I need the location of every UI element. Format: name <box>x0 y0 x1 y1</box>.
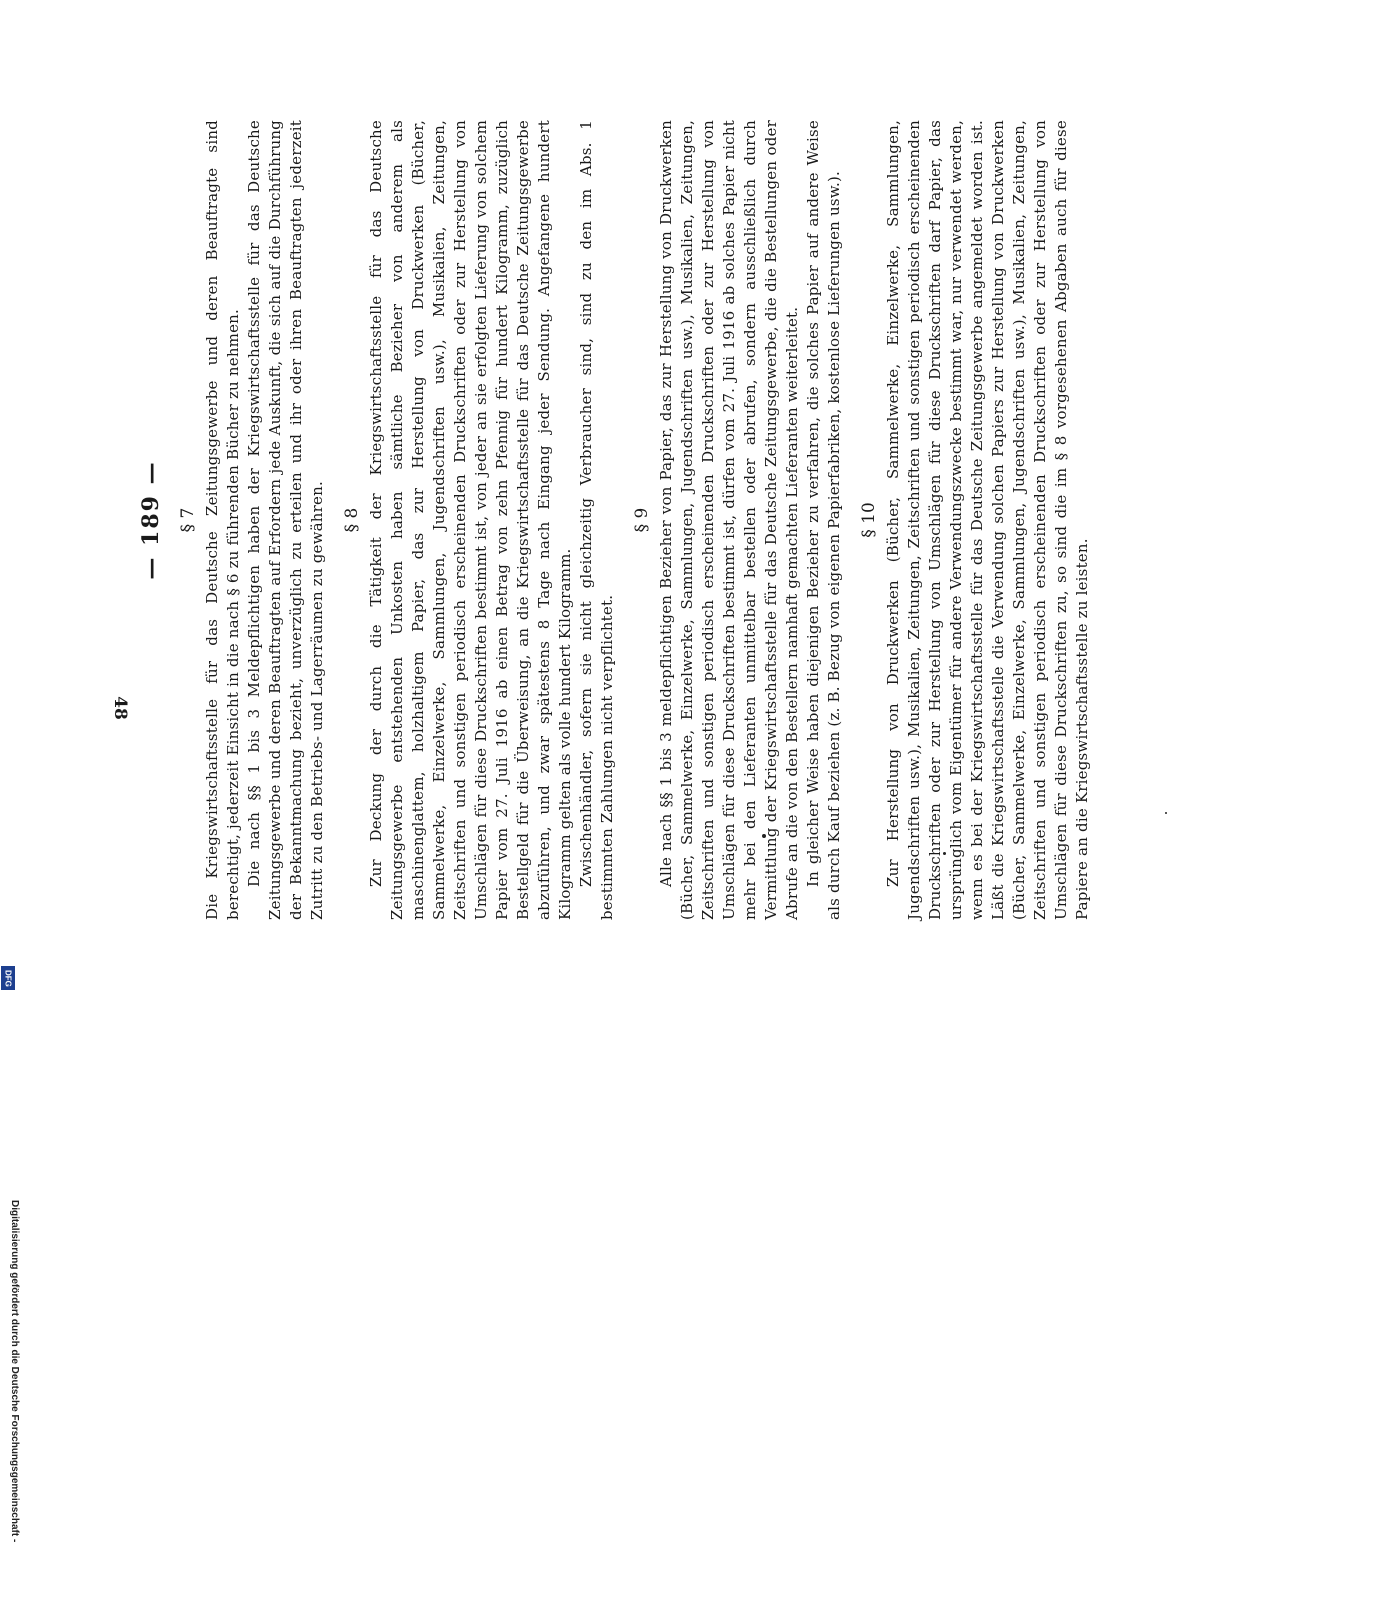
digitization-note: Digitalisierung gefördert durch die Deutsche Forschungsgemeinschaft - <box>9 1200 20 1543</box>
page-number: — 189 — <box>138 460 164 580</box>
paragraph: Alle nach §§ 1 bis 3 meldepflichtigen Bezieher von Papier, das zur Herstellung von Druckwerken (Bücher, Sammelwerke, Einzelwerke, Sammlungen, Jugendschriften usw.), Musikalien, Zeitungen, Zeitschriften und sonstigen periodisch erscheinenden Druckschriften oder zur Herstellung von Umschlägen für diese Druckschriften bestimmt ist, dürfen vom 27. Juli 1916 ab solches Papier nicht mehr bei den Lieferanten unmittelbar bestellen oder abrufen, sondern ausschließlich durch Vermittlung der Kriegswirtschaftsstelle für das Deutsche Zeitungsgewerbe, die die Bestellungen oder Abrufe an die von den Bestellern namhaft gemachten Lieferanten weiterleitet. <box>657 120 801 920</box>
section-8 <box>342 120 618 920</box>
section-heading: § 7 <box>178 507 198 533</box>
page-content <box>130 120 1220 920</box>
folio-number: 48 <box>109 696 130 720</box>
paragraph: Zur Deckung der durch die Tätigkeit der Kriegswirtschaftsstelle für das Deutsche Zeitungsgewerbe entstehenden Unkosten haben sämtliche Bezieher von anderem als maschinenglattem, holzhaltigem Papier, das zur Herstellung von Druckwerken (Bücher, Sammelwerke, Einzelwerke, Sammlungen, Jugendschriften usw.), Musikalien, Zeitungen, Zeitschriften und sonstigen periodisch erscheinenden Druckschriften oder zur Herstellung von Umschlägen für diese Druckschriften bestimmt ist, von jeder an sie erfolgten Lieferung von solchem Papier vom 27. Juli 1916 ab einen Betrag von zehn Pfennig für hundert Kilogramm, zuzüglich Bestellgeld für die Überweisung, an die Kriegswirtschaftsstelle für das Deutsche Zeitungsgewerbe abzuführen, und zwar spätestens 8 Tage nach Eingang jeder Sendung. Angefangene hundert Kilogramm gelten als volle hundert Kilogramm. <box>367 120 574 920</box>
paragraph: Zwischenhändler, sofern sie nicht gleichzeitig Verbraucher sind, sind zu den im Abs. 1 bestimmten Zahlungen nicht verpflichtet. <box>577 120 616 920</box>
section-heading: § 8 <box>342 507 362 533</box>
paragraph: Die Kriegswirtschaftsstelle für das Deutsche Zeitungsgewerbe und deren Beauftragte sind berechtigt, jederzeit Einsicht in die nach § 6 zu führenden Bücher zu nehmen. <box>203 120 242 920</box>
paragraph: In gleicher Weise haben diejenigen Bezieher zu verfahren, die solches Papier auf andere Weise als durch Kauf beziehen (z. B. Bezug von eigenen Papierfabriken, kostenlose Lieferungen usw.). <box>804 120 843 920</box>
dfg-logo-icon: DFG <box>1 966 15 990</box>
section-10 <box>859 120 1093 920</box>
paragraph: Zur Herstellung von Druckwerken (Bücher, Sammelwerke, Einzelwerke, Sammlungen, Jugendschriften usw.), Musikalien, Zeitungen, Zeitschriften und sonstigen periodisch erscheinenden Druckschriften oder zur Herstellung von Umschlägen für diese Druckschriften darf Papier, das ursprünglich vom Eigentümer für andere Verwendungszwecke bestimmt war, nur verwendet werden, wenn es bei der Kriegswirtschaftsstelle für das Deutsche Zeitungsgewerbe angemeldet worden ist. Läßt die Kriegswirtschaftsstelle die Verwendung solchen Papiers zur Herstellung von Druckwerken (Bücher, Sammelwerke, Einzelwerke, Sammlungen, Jugendschriften usw.), Musikalien, Zeitungen, Zeitschriften und sonstigen periodisch erscheinenden Druckschriften oder zur Herstellung von Umschlägen für diese Druckschriften zu, so sind die im § 8 vorgesehenen Abgaben auch für diese Papiere an die Kriegswirtschaftsstelle zu leisten. <box>884 120 1091 920</box>
footer-strip <box>0 600 20 1543</box>
section-heading: § 9 <box>632 507 652 533</box>
paragraph: Die nach §§ 1 bis 3 Meldepflichtigen haben der Kriegswirtschaftsstelle für das Deutsche Zeitungsgewerbe und deren Beauftragten auf Erfordern jede Auskunft, die sich auf die Durchführung der Bekanntmachung bezieht, unverzüglich zu erteilen und ihr oder ihren Beauftragten jederzeit Zutritt zu den Betriebs- und Lagerräumen zu gewähren. <box>245 120 326 920</box>
section-7 <box>178 120 328 920</box>
section-9 <box>632 120 845 920</box>
section-heading: § 10 <box>859 502 879 538</box>
document-page <box>130 120 1220 920</box>
